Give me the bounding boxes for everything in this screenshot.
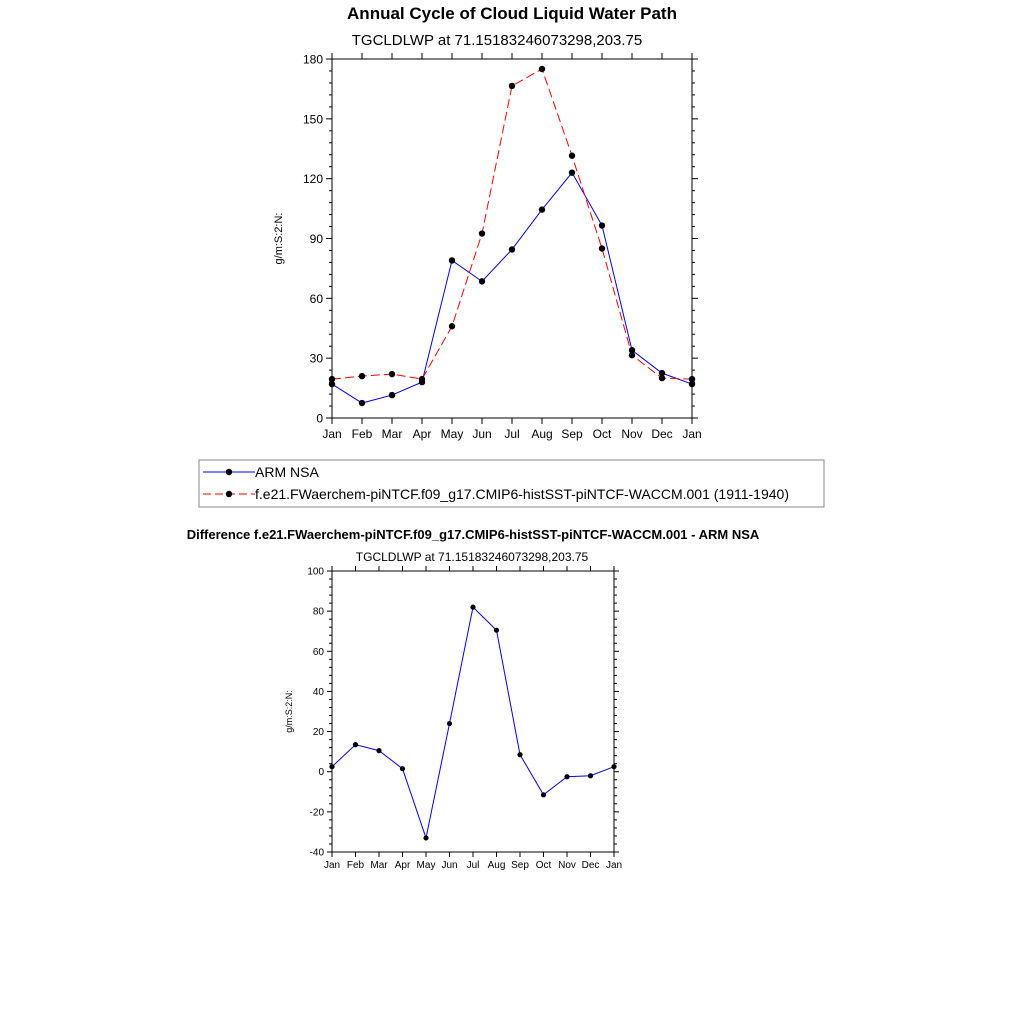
top-chart-data-point — [659, 375, 665, 381]
diff-chart-x-tick-label: May — [416, 860, 436, 871]
top-chart-x-tick-label: Aug — [531, 427, 553, 441]
legend-label-arm-nsa: ARM NSA — [255, 464, 319, 480]
top-chart-data-point — [599, 245, 605, 251]
diff-chart-y-tick-label: 100 — [307, 566, 324, 578]
diff-chart-data-point — [376, 748, 381, 753]
top-chart-title: Annual Cycle of Cloud Liquid Water Path — [347, 4, 677, 23]
top-chart-data-point — [569, 169, 575, 175]
top-chart-y-tick-label: 90 — [309, 232, 323, 246]
top-chart-subtitle: TGCLDLWP at 71.15183246073298,203.75 — [351, 32, 643, 49]
bottom-chart-subtitle: TGCLDLWP at 71.15183246073298,203.75 — [355, 550, 589, 564]
diff-chart-x-tick-label: Aug — [487, 860, 506, 871]
top-chart-data-point — [389, 371, 395, 377]
top-chart-data-point — [509, 246, 515, 252]
legend-marker-arm-nsa — [226, 469, 232, 475]
diff-chart-x-tick-label: Feb — [346, 860, 365, 871]
top-chart-data-point — [509, 83, 515, 89]
diff-chart-y-tick-label: -20 — [309, 807, 324, 819]
top-chart-y-axis-label: g/m:S:2:N: — [273, 212, 285, 265]
top-chart-y-tick-label: 150 — [302, 112, 323, 127]
top-chart-x-tick-label: Mar — [381, 427, 403, 441]
top-chart-plot-frame — [332, 59, 692, 418]
top-chart-x-tick-label: Oct — [592, 427, 612, 441]
diff-chart-data-point — [541, 792, 546, 797]
diff-chart-data-point — [423, 835, 428, 840]
top-chart-x-tick-label: Jan — [322, 427, 342, 441]
diff-chart-data-point — [329, 764, 334, 769]
top-chart-series-line-0 — [332, 173, 692, 403]
top-chart-data-point — [329, 376, 335, 382]
diff-chart-x-tick-label: Nov — [558, 860, 576, 871]
top-chart-data-point — [599, 222, 605, 228]
top-chart-data-point — [479, 278, 485, 284]
top-chart-y-tick-label: 180 — [302, 52, 323, 67]
top-chart-data-point — [629, 352, 635, 358]
diff-chart-data-point — [400, 766, 405, 771]
top-chart-x-tick-label: May — [440, 427, 464, 441]
top-chart-data-point — [569, 153, 575, 159]
diff-chart-y-tick-label: 40 — [312, 686, 324, 698]
top-chart-plot — [273, 53, 702, 442]
top-chart-y-tick-label: 30 — [309, 351, 323, 366]
diff-chart-y-tick-label: 80 — [312, 606, 324, 618]
diff-chart-x-tick-label: Mar — [370, 860, 388, 871]
diff-chart-x-tick-label: Oct — [535, 860, 552, 871]
top-chart-y-tick-label: 60 — [309, 291, 323, 306]
diff-chart-y-axis-label: g/m:S:2:N: — [284, 690, 294, 733]
legend-label-model: f.e21.FWaerchem-piNTCF.f09_g17.CMIP6-histSST-piNTCF-WACCM.001 (1911-1940) — [255, 486, 789, 502]
diff-chart-x-tick-label: Sep — [511, 860, 529, 871]
top-chart-x-tick-label: Feb — [351, 427, 373, 441]
diff-chart-y-tick-label: -40 — [309, 847, 324, 859]
top-chart-data-point — [359, 373, 365, 379]
top-chart-x-tick-label: Nov — [621, 427, 643, 441]
diff-chart-plot-frame — [332, 571, 614, 852]
top-chart-x-tick-label: Jan — [682, 427, 702, 441]
top-chart-data-point — [359, 400, 365, 406]
top-chart-x-tick-label: Jun — [472, 427, 492, 441]
top-chart-data-point — [539, 206, 545, 212]
top-chart-data-point — [389, 392, 395, 398]
top-chart-data-point — [539, 66, 545, 72]
diff-chart-x-tick-label: Apr — [394, 860, 411, 871]
difference-chart-plot — [284, 566, 622, 871]
top-chart-data-point — [689, 376, 695, 382]
diff-chart-data-point — [470, 605, 475, 610]
top-chart-data-point — [449, 323, 455, 329]
diff-chart-x-tick-label: Jan — [605, 860, 623, 871]
diff-chart-x-tick-label: Jan — [323, 860, 341, 871]
bottom-chart-title: Difference f.e21.FWaerchem-piNTCF.f09_g17.CMIP6-histSST-piNTCF-WACCM.001 - ARM NSA — [186, 527, 760, 542]
top-chart-data-point — [479, 230, 485, 236]
top-chart-data-point — [449, 257, 455, 263]
diff-chart-y-tick-label: 20 — [312, 727, 324, 739]
diff-chart-data-point — [588, 773, 593, 778]
diff-chart-data-point — [517, 752, 522, 757]
diff-chart-data-point — [447, 721, 452, 726]
diff-chart-x-tick-label: Jun — [441, 860, 458, 871]
diff-chart-data-point — [353, 742, 358, 747]
diff-chart-data-point — [494, 628, 499, 633]
legend-marker-model — [226, 491, 232, 497]
top-chart-x-tick-label: Dec — [651, 427, 673, 441]
diff-chart-series-line-0 — [332, 607, 614, 838]
top-chart-x-tick-label: Jul — [504, 427, 520, 441]
top-chart-y-tick-label: 0 — [316, 411, 323, 426]
top-chart-y-tick-label: 120 — [302, 172, 323, 187]
top-chart-x-tick-label: Sep — [561, 427, 583, 441]
top-chart-x-tick-label: Apr — [412, 427, 432, 441]
diff-chart-data-point — [564, 774, 569, 779]
diff-chart-y-tick-label: 60 — [312, 646, 324, 658]
diff-chart-y-tick-label: 0 — [318, 767, 324, 779]
diff-chart-x-tick-label: Jul — [466, 860, 480, 871]
diff-chart-x-tick-label: Dec — [581, 860, 600, 871]
top-chart-data-point — [419, 376, 425, 382]
diff-chart-data-point — [611, 764, 616, 769]
top-chart-series-line-1 — [332, 69, 692, 379]
legend — [199, 460, 824, 507]
